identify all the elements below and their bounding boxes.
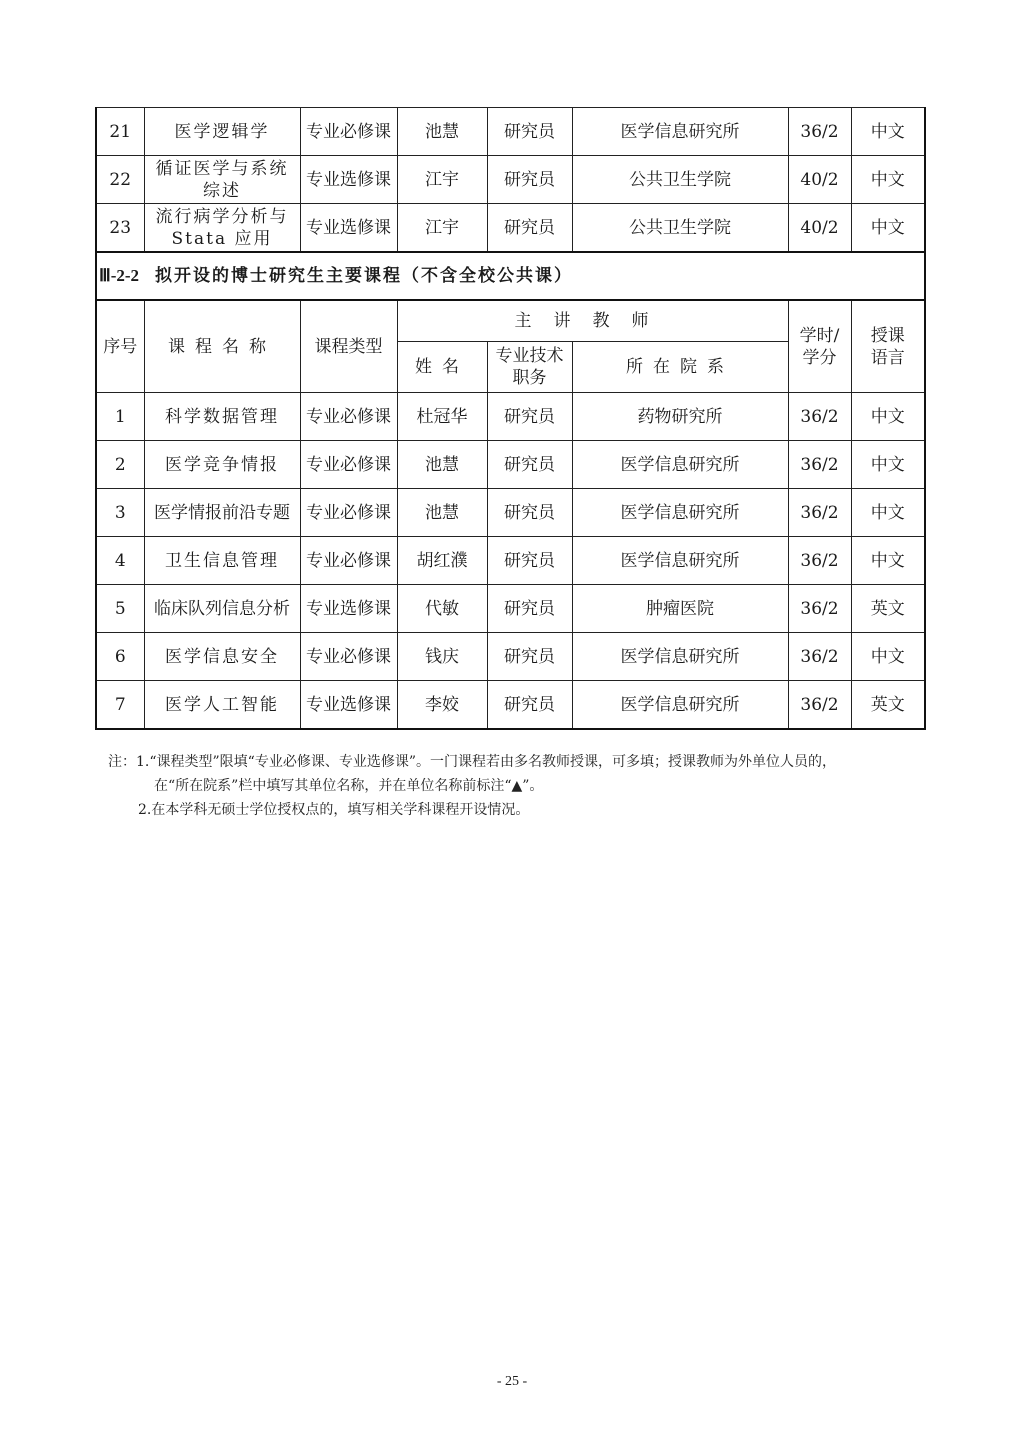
table-row	[96, 489, 925, 537]
cell-teacher-name: 李姣	[397, 681, 487, 730]
cell-teacher-title: 研究员	[487, 441, 572, 489]
table-row	[96, 537, 925, 585]
cell-hours: 36/2	[788, 585, 851, 633]
cell-course-name: 医学情报前沿专题	[144, 489, 300, 537]
table-notes	[108, 750, 938, 822]
table-row	[96, 108, 925, 156]
header-teacher-dept: 所在院系	[572, 342, 788, 393]
cell-course-type: 专业必修课	[300, 537, 397, 585]
header-hours: 学时/学分	[788, 300, 851, 393]
cell-course-name: 科学数据管理	[144, 393, 300, 441]
cell-no: 3	[96, 489, 144, 537]
section-heading	[96, 252, 925, 300]
header-language: 授课语言	[851, 300, 925, 393]
cell-language: 中文	[851, 156, 925, 204]
header-course-name: 课程名称	[144, 300, 300, 393]
note-line-1: 注：1.“课程类型”限填“专业必修课、专业选修课”。一门课程若由多名教师授课，可多填；授课教师为外单位人员的，	[108, 754, 836, 770]
cell-teacher-dept: 公共卫生学院	[572, 156, 788, 204]
cell-teacher-dept: 肿瘤医院	[572, 585, 788, 633]
cell-teacher-title: 研究员	[487, 681, 572, 730]
table-row	[96, 393, 925, 441]
cell-teacher-title: 研究员	[487, 204, 572, 253]
cell-course-type: 专业必修课	[300, 108, 397, 156]
section-code: Ⅲ-2-2	[99, 266, 140, 285]
cell-teacher-title: 研究员	[487, 633, 572, 681]
cell-course-name: 循证医学与系统综述	[144, 156, 300, 204]
cell-teacher-dept: 医学信息研究所	[572, 489, 788, 537]
header-teacher-title: 专业技术职务	[487, 342, 572, 393]
cell-teacher-title: 研究员	[487, 537, 572, 585]
cell-language: 中文	[851, 108, 925, 156]
table-row	[96, 585, 925, 633]
cell-teacher-dept: 医学信息研究所	[572, 441, 788, 489]
cell-no: 23	[96, 204, 144, 253]
table-row	[96, 156, 925, 204]
note-line-3: 2.在本学科无硕士学位授权点的，填写相关学科课程开设情况。	[138, 802, 530, 818]
cell-language: 中文	[851, 489, 925, 537]
cell-hours: 36/2	[788, 633, 851, 681]
cell-course-type: 专业选修课	[300, 585, 397, 633]
cell-teacher-dept: 医学信息研究所	[572, 537, 788, 585]
cell-course-type: 专业必修课	[300, 489, 397, 537]
cell-teacher-name: 江宇	[397, 156, 487, 204]
cell-teacher-name: 代敏	[397, 585, 487, 633]
cell-no: 1	[96, 393, 144, 441]
cell-teacher-name: 胡红濮	[397, 537, 487, 585]
cell-teacher-dept: 医学信息研究所	[572, 681, 788, 730]
section-heading-row	[96, 252, 925, 300]
cell-teacher-title: 研究员	[487, 489, 572, 537]
cell-course-type: 专业选修课	[300, 156, 397, 204]
cell-teacher-dept: 医学信息研究所	[572, 108, 788, 156]
cell-language: 中文	[851, 204, 925, 253]
cell-course-type: 专业必修课	[300, 393, 397, 441]
cell-course-name: 流行病学分析与Stata 应用	[144, 204, 300, 253]
cell-language: 英文	[851, 681, 925, 730]
cell-teacher-dept: 公共卫生学院	[572, 204, 788, 253]
header-teacher-group: 主讲教师	[397, 300, 788, 342]
cell-hours: 36/2	[788, 537, 851, 585]
cell-hours: 36/2	[788, 393, 851, 441]
cell-teacher-title: 研究员	[487, 156, 572, 204]
cell-hours: 36/2	[788, 441, 851, 489]
header-row	[96, 300, 925, 342]
cell-hours: 36/2	[788, 108, 851, 156]
table-row	[96, 441, 925, 489]
header-teacher-name: 姓名	[397, 342, 487, 393]
cell-no: 2	[96, 441, 144, 489]
table-row	[96, 204, 925, 253]
cell-teacher-dept: 医学信息研究所	[572, 633, 788, 681]
cell-course-type: 专业必修课	[300, 441, 397, 489]
cell-no: 4	[96, 537, 144, 585]
note-line-2: 在“所在院系”栏中填写其单位名称，并在单位名称前标注“▲”。	[154, 778, 544, 794]
cell-teacher-title: 研究员	[487, 108, 572, 156]
table-row	[96, 681, 925, 730]
cell-teacher-name: 杜冠华	[397, 393, 487, 441]
header-no: 序号	[96, 300, 144, 393]
cell-no: 22	[96, 156, 144, 204]
cell-language: 英文	[851, 585, 925, 633]
cell-hours: 36/2	[788, 489, 851, 537]
cell-hours: 36/2	[788, 681, 851, 730]
cell-no: 5	[96, 585, 144, 633]
cell-teacher-name: 池慧	[397, 441, 487, 489]
cell-course-name: 卫生信息管理	[144, 537, 300, 585]
cell-no: 21	[96, 108, 144, 156]
cell-teacher-dept: 药物研究所	[572, 393, 788, 441]
cell-teacher-name: 钱庆	[397, 633, 487, 681]
cell-language: 中文	[851, 441, 925, 489]
cell-course-name: 医学逻辑学	[144, 108, 300, 156]
page-number: - 25 -	[496, 1374, 528, 1389]
cell-course-name: 医学竞争情报	[144, 441, 300, 489]
cell-teacher-name: 池慧	[397, 108, 487, 156]
cell-no: 6	[96, 633, 144, 681]
cell-course-type: 专业选修课	[300, 204, 397, 253]
cell-hours: 40/2	[788, 204, 851, 253]
cell-teacher-title: 研究员	[487, 585, 572, 633]
cell-hours: 40/2	[788, 156, 851, 204]
cell-course-type: 专业必修课	[300, 633, 397, 681]
cell-language: 中文	[851, 537, 925, 585]
cell-course-name: 医学人工智能	[144, 681, 300, 730]
cell-language: 中文	[851, 633, 925, 681]
table-row	[96, 633, 925, 681]
cell-no: 7	[96, 681, 144, 730]
course-table	[95, 107, 926, 730]
cell-language: 中文	[851, 393, 925, 441]
cell-teacher-name: 池慧	[397, 489, 487, 537]
header-course-type: 课程类型	[300, 300, 397, 393]
cell-teacher-title: 研究员	[487, 393, 572, 441]
cell-course-type: 专业选修课	[300, 681, 397, 730]
cell-course-name: 医学信息安全	[144, 633, 300, 681]
cell-course-name: 临床队列信息分析	[144, 585, 300, 633]
cell-teacher-name: 江宇	[397, 204, 487, 253]
section-title: 拟开设的博士研究生主要课程（不含全校公共课）	[155, 266, 574, 286]
